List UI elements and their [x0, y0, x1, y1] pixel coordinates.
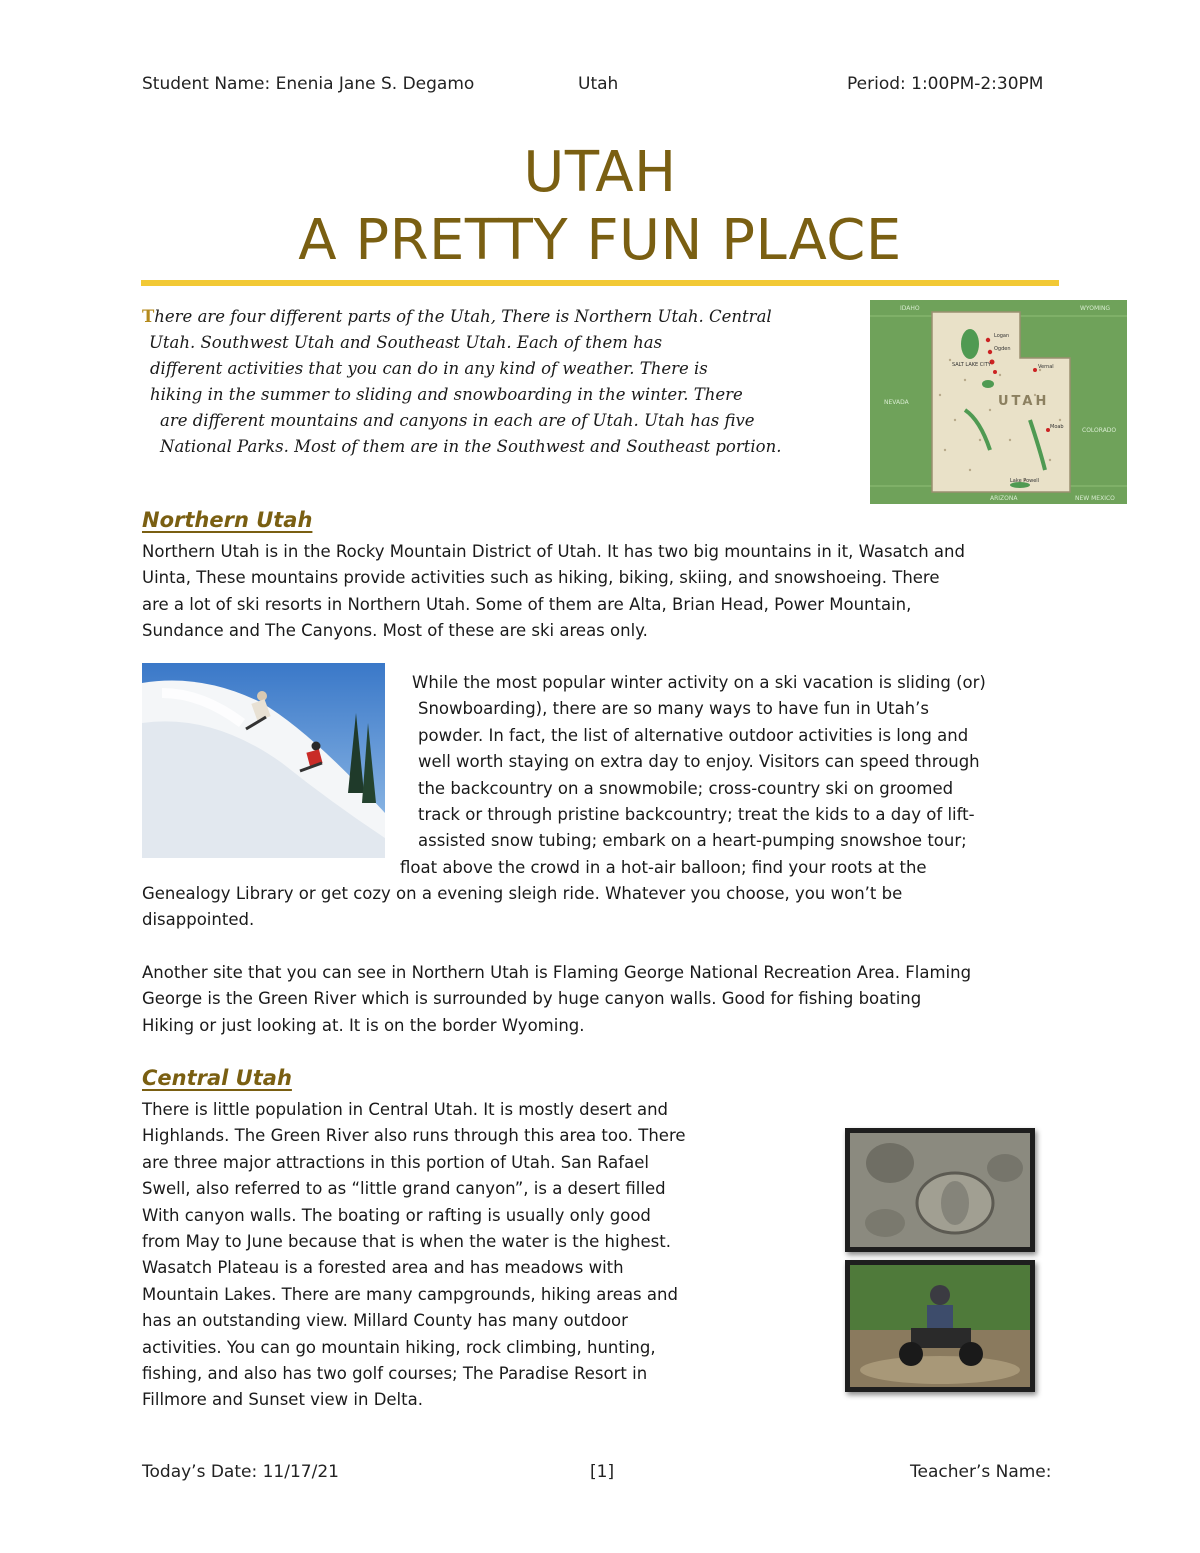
- map-label-idaho: IDAHO: [900, 305, 920, 312]
- intro-line: hiking in the summer to sliding and snowboarding in the winter. There: [150, 385, 743, 404]
- map-label-ogden: Ogden: [994, 346, 1011, 352]
- text-line: fishing, and also has two golf courses; The Paradise Resort in: [142, 1364, 648, 1384]
- skiing-photo: [142, 663, 385, 858]
- text-line: from May to June because that is when the water is the highest.: [142, 1232, 671, 1252]
- map-label-new-mexico: NEW MEXICO: [1075, 495, 1115, 502]
- map-label-colorado: COLORADO: [1082, 427, 1117, 434]
- text-line: activities. You can go mountain hiking, rock climbing, hunting,: [142, 1337, 656, 1357]
- teacher-name: Teacher’s Name:: [910, 1462, 1052, 1482]
- text-line: disappointed.: [142, 910, 255, 930]
- map-label-moab: Moab: [1050, 424, 1064, 430]
- todays-date: Today’s Date: 11/17/21: [142, 1462, 339, 1482]
- map-label-nevada: NEVADA: [884, 399, 909, 406]
- intro-paragraph: [142, 304, 842, 460]
- text-line: Wasatch Plateau is a forested area and has meadows with: [142, 1258, 624, 1278]
- text-line: Genealogy Library or get cozy on a evening sleigh ride. Whatever you choose, you won’t be: [142, 884, 903, 903]
- text-line: George is the Green River which is surrounded by huge canyon walls. Good for fishing boating: [142, 989, 922, 1009]
- student-name: Student Name: Enenia Jane S. Degamo: [142, 74, 475, 94]
- text-line: the backcountry on a snowmobile; cross-country ski on groomed: [418, 778, 954, 798]
- page-title: UTAH: [523, 140, 677, 205]
- drop-cap: T: [142, 307, 155, 326]
- northern-paragraph-2-cont: [142, 881, 902, 934]
- title-rule: [141, 280, 1059, 286]
- text-line: Fillmore and Sunset view in Delta.: [142, 1390, 423, 1410]
- section-heading-northern: Northern Utah: [142, 508, 313, 532]
- map-label-arizona: ARIZONA: [990, 495, 1018, 502]
- text-line: are three major attractions in this portion of Utah. San Rafael: [142, 1152, 649, 1172]
- text-line: Northern Utah is in the Rocky Mountain District of Utah. It has two big mountains in it, Wasatch and: [142, 542, 965, 561]
- text-line: assisted snow tubing; embark on a heart-pumping snowshoe tour;: [418, 831, 967, 851]
- utah-map-image: [870, 300, 1127, 504]
- text-line: Highlands. The Green River also runs through this area too. There: [142, 1126, 686, 1146]
- text-line: track or through pristine backcountry; treat the kids to a day of lift-: [418, 805, 975, 825]
- header-subject: Utah: [578, 74, 619, 94]
- northern-paragraph-2: [400, 670, 986, 881]
- intro-line: different activities that you can do in any kind of weather. There is: [150, 359, 708, 378]
- intro-line: are different mountains and canyons in each are of Utah. Utah has five: [160, 411, 755, 430]
- page-subtitle: A PRETTY FUN PLACE: [298, 208, 902, 273]
- map-label-slc: SALT LAKE CITY: [952, 362, 991, 368]
- text-line: Snowboarding), there are so many ways to have fun in Utah’s: [418, 699, 929, 719]
- section-heading-central: Central Utah: [142, 1066, 292, 1090]
- northern-paragraph-1: [142, 539, 965, 645]
- text-line: Swell, also referred to as “little grand canyon”, is a desert filled: [142, 1179, 666, 1199]
- intro-line: Utah. Southwest Utah and Southeast Utah. Each of them has: [149, 333, 663, 352]
- central-paragraph: [142, 1097, 686, 1414]
- text-line: Mountain Lakes. There are many campgrounds, hiking areas and: [142, 1284, 678, 1304]
- northern-paragraph-3: [142, 960, 971, 1039]
- text-line: Hiking or just looking at. It is on the border Wyoming.: [142, 1015, 585, 1035]
- fossil-photo: [845, 1128, 1035, 1252]
- text-line: are a lot of ski resorts in Northern Utah. Some of them are Alta, Brian Head, Power Mountain,: [142, 594, 912, 614]
- page-number: [1]: [590, 1462, 615, 1482]
- header-period: Period: 1:00PM-2:30PM: [847, 74, 1044, 94]
- atv-photo: [845, 1260, 1035, 1392]
- text-line: Uinta, These mountains provide activities such as hiking, biking, skiing, and snowshoeing. There: [142, 568, 940, 588]
- map-label-logan: Logan: [994, 333, 1010, 339]
- intro-line: National Parks. Most of them are in the Southwest and Southeast portion.: [160, 437, 782, 456]
- text-line: While the most popular winter activity on a ski vacation is sliding (or): [412, 673, 986, 692]
- map-label-lake-powell: Lake Powell: [1010, 478, 1040, 484]
- text-line: Sundance and The Canyons. Most of these are ski areas only.: [142, 621, 648, 641]
- text-line: There is little population in Central Utah. It is mostly desert and: [142, 1100, 669, 1119]
- text-line: With canyon walls. The boating or rafting is usually only good: [142, 1205, 651, 1225]
- map-label-wyoming: WYOMING: [1080, 305, 1111, 312]
- map-label-utah: UTAH: [998, 394, 1050, 409]
- text-line: float above the crowd in a hot-air balloon; find your roots at the: [400, 857, 927, 877]
- text-line: well worth staying on extra day to enjoy. Visitors can speed through: [418, 752, 980, 772]
- map-label-vernal: Vernal: [1038, 364, 1054, 370]
- text-line: Another site that you can see in Northern Utah is Flaming George National Recreation Area. Flaming: [142, 963, 972, 982]
- text-line: has an outstanding view. Millard County has many outdoor: [142, 1311, 628, 1331]
- text-line: powder. In fact, the list of alternative outdoor activities is long and: [418, 725, 969, 745]
- intro-line: here are four different parts of the Utah, There is Northern Utah. Central: [154, 307, 772, 326]
